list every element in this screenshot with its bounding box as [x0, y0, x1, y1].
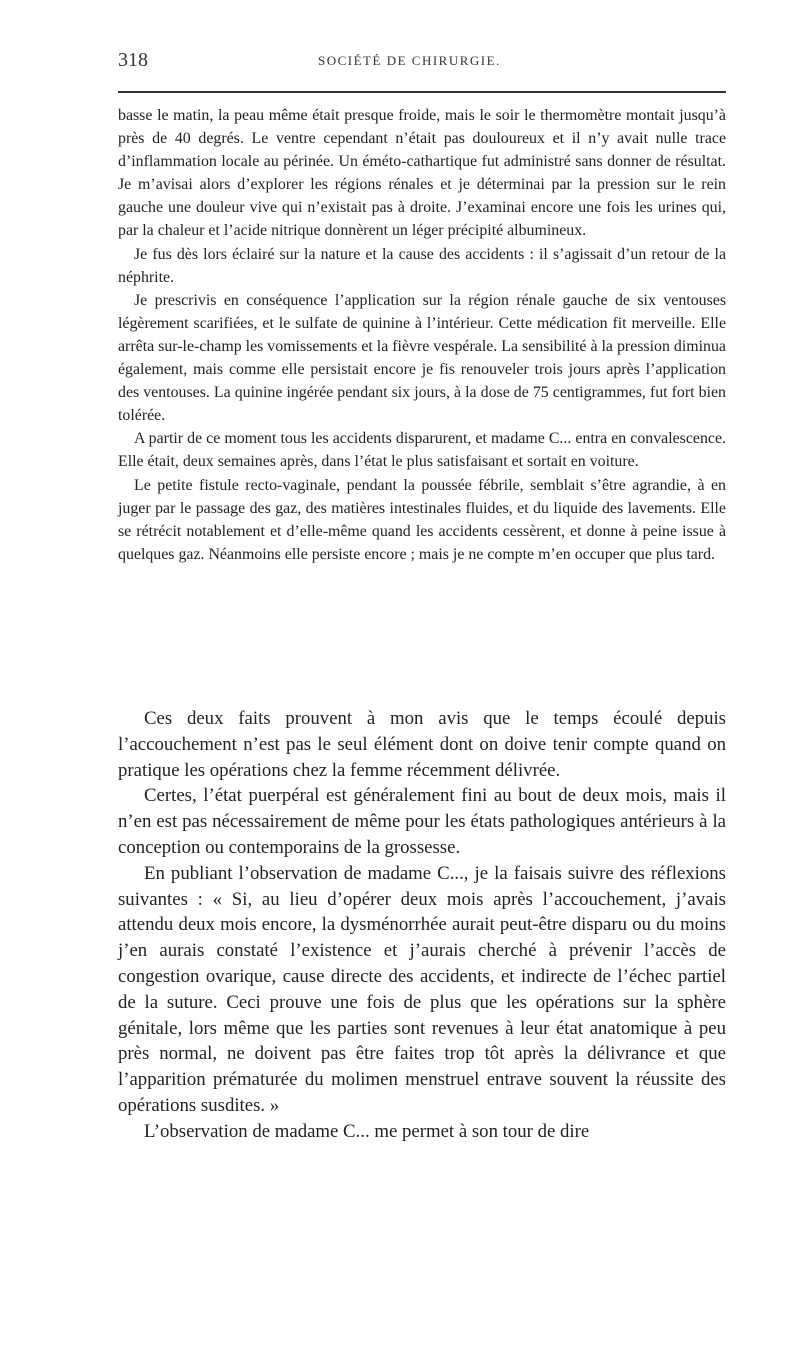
body-paragraph: L’observation de madame C... me permet à son tour de dire [144, 1120, 590, 1142]
journal-title: SOCIÉTÉ DE CHIRURGIE. [318, 53, 501, 68]
header-rule [118, 91, 726, 93]
small-paragraph: Je fus dès lors éclairé sur la nature et la cause des accidents : il s’agissait d’un retour de la néphrite. [118, 245, 726, 286]
small-print-section [118, 104, 726, 566]
main-text-section [118, 706, 726, 1145]
body-paragraph: En publiant l’observation de madame C..., je la faisais suivre des réflexions suivantes : « Si, au lieu d’opérer deux mois après l’accouchement, j’avais attendu deux mois encore, la dysménorrhée aurait peut-être disparu ou du moins j’en aurais constaté l’existence et j’aurais cherché à prévenir l’accès de congestion ovarique, cause directe des accidents, et indirecte de l’échec partiel de la suture. Ceci prouve une fois de plus que les opérations sur la sphère génitale, lors même que les parties sont revenues à leur état anatomique à peu près normal, ne doivent pas être faites trop tôt après la délivrance et que l’apparition prématurée du molimen menstruel entrave souvent la réussite des opérations susdites. » [118, 862, 726, 1116]
running-head [118, 48, 726, 78]
body-paragraph: Ces deux faits prouvent à mon avis que le temps écoulé depuis l’accouchement n’est pas le seul élément dont on doive tenir compte quand on pratique les opérations chez la femme récemment délivrée. [118, 708, 726, 781]
small-paragraph: Je prescrivis en conséquence l’application sur la région rénale gauche de six ventouses légèrement scarifiées, et le sulfate de quinine à l’intérieur. Cette médication fit merveille. Elle arrêta sur-le-champ les vomissements et la fièvre vespérale. La sensibilité à la pression diminua également, mais comme elle persistait encore je fis renouveler trois jours après l’application des ventouses. La quinine ingérée pendant six jours, à la dose de 75 centigrammes, fut fort bien tolérée. [118, 291, 726, 425]
body-paragraph: Certes, l’état puerpéral est généralement fini au bout de deux mois, mais il n’en est pas nécessairement de même pour les états pathologiques antérieurs à la conception ou contemporains de la grossesse. [118, 785, 726, 858]
small-paragraph: Le petite fistule recto-vaginale, pendant la poussée fébrile, semblait s’être agrandie, à en juger par le passage des gaz, des matières intestinales fluides, et du liquide des lavements. Elle se rétrécit notablement et d’elle-même quand les accidents cessèrent, et donne à peine issue à quelques gaz. Néanmoins elle persiste encore ; mais je ne compte m’en occuper que plus tard. [118, 476, 726, 563]
small-paragraph: basse le matin, la peau même était presque froide, mais le soir le thermomètre montait jusqu’à près de 40 degrés. Le ventre cependant n’était pas douloureux et il n’y avait nulle trace d’inflammation locale au périnée. Un éméto-cathartique fut administré sans donner de résultat. Je m’avisai alors d’explorer les régions rénales et je déterminai par la pression sur le rein gauche une douleur vive qui n’existait pas à droite. J’examinai encore une fois les urines qui, par la chaleur et l’acide nitrique donnèrent un léger précipité albumineux. [118, 107, 726, 240]
small-paragraph: A partir de ce moment tous les accidents disparurent, et madame C... entra en convalescence. Elle était, deux semaines après, dans l’état le plus satisfaisant et sortait en voiture. [118, 430, 726, 471]
page-number: 318 [118, 49, 148, 71]
